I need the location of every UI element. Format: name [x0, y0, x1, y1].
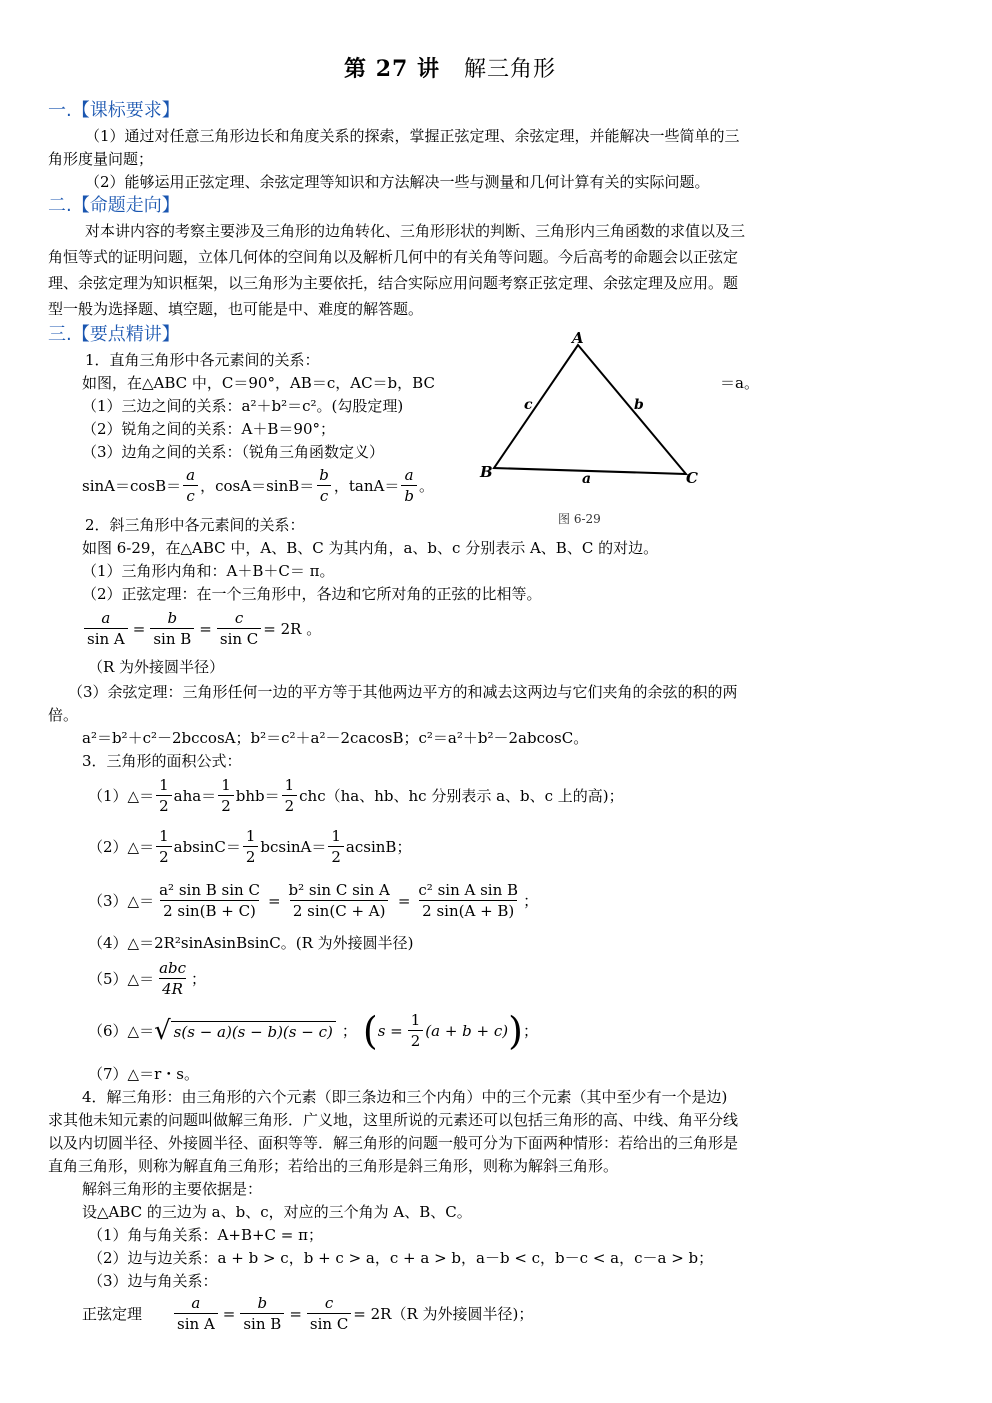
page-title [0, 58, 900, 81]
side-label-b: b [634, 397, 644, 413]
triangle-shape [494, 345, 686, 474]
sine-law-formula: $\frac{a}{\text{sin A}}$ = $\frac{b}{\text{sin B}}$ = $\frac{c}{\text{sin C}}$ = 2R 。 [82, 608, 321, 649]
trig-definitions [82, 465, 434, 506]
circumradius-note: （R 为外接圆半径） [88, 658, 225, 676]
side-angle-relation: （3）边与角关系： [88, 1272, 218, 1290]
sec1-line-3: （2）能够运用正弦定理、余弦定理等知识和方法解决一些与测量和几何计算有关的实际问题。 [85, 173, 710, 191]
point-2-heading: 2．斜三角形中各元素间的关系： [85, 516, 305, 534]
area-formula-7: （7）△＝r・s。 [88, 1065, 199, 1083]
area-formula-5: （5）△＝ $\frac{\text{abc}}{4R}$ ； [88, 959, 207, 998]
sec2-line-2: 角恒等式的证明问题，立体几何体的空间角以及解析几何中的有关角等问题。今后高考的命题会以正弦定 [48, 248, 739, 266]
sine-law-result: = 2R 。 [263, 620, 322, 638]
area-formula-4: （4）△＝2R²sinAsinBsinC。(R 为外接圆半径) [88, 934, 414, 952]
vertex-label-C: C [686, 469, 698, 487]
area-formula-1: （1）△＝ $\frac{1}{2}$ aha＝ $\frac{1}{2}$ bhb＝ $\frac{1}{2}$ chc（ha、hb、hc 分别表示 a、b、c 上的高)； [88, 776, 624, 815]
section-heading-1: 一.【课标要求】 [48, 100, 180, 121]
vertex-label-A: A [572, 329, 584, 347]
fraction-a-over-sinA: $\frac{a}{\text{sin A}}$ [174, 1293, 218, 1334]
fraction-half: $\frac{1}{2}$ [408, 1010, 424, 1051]
fraction-area-sin-3: $\frac{\text{c² sin A sin B}}{2 \sin(A + B)}$ [418, 881, 519, 920]
point-4-line-3: 以及内切圆半径、外接圆半径、面积等等．解三角形的问题一般可分为下面两种情形：若给出的三角形是 [48, 1134, 739, 1152]
vertex-label-B: B [480, 463, 493, 481]
area-formula-3: （3）△＝ $\frac{\text{a² sin B sin C}}{2 \sin(B + C)}$ = $\frac{\text{b² sin C sin A}}{2 \sin(C + A)}$ = $\frac{\text{c² sin A sin B}}{2 \sin(A + B)}$ ； [88, 881, 539, 920]
fraction-half: $\frac{1}{2}$ [243, 826, 259, 867]
fraction-b-over-sinB: $\frac{b}{\text{sin B}}$ [240, 1293, 284, 1334]
side-relation: （2）边与边关系：a + b > c，b + c > a，c + a > b，a－b < c，b－c < a，c－a > b； [88, 1249, 714, 1267]
cosine-law-line-1: （3）余弦定理：三角形任何一边的平方等于其他两边平方的和减去这两边与它们夹角的余弦的积的两 [68, 683, 738, 701]
point-2-item-2: （2）正弦定理：在一个三角形中，各边和它所对角的正弦的比相等。 [82, 585, 542, 603]
figure-caption: 图 6-29 [558, 512, 601, 526]
period: 。 [418, 477, 434, 495]
fraction-half: $\frac{1}{2}$ [328, 826, 344, 867]
section-heading-2: 二.【命题走向】 [48, 195, 180, 216]
cosine-law-formula: a²＝b²＋c²－2bccosA；b²＝c²＋a²－2cacosB；c²＝a²＋b²－2abcosC。 [82, 729, 589, 747]
fraction-c-over-sinC: $\frac{c}{\text{sin C}}$ [217, 608, 261, 649]
point-1-item-2: （2）锐角之间的关系：A＋B＝90°； [82, 420, 335, 438]
heron-radical: √ s(s − a)(s − b)(s − c) [154, 1016, 336, 1046]
sec2-line-1: 对本讲内容的考察主要涉及三角形的边角转化、三角形形状的判断、三角形内三角函数的求值以及三 [85, 222, 746, 240]
area-formula-6: （6）△＝ √ s(s − a)(s − b)(s − c) ； ( s = $\frac{1}{2}$ (a + b + c) ) ； [88, 1008, 538, 1053]
sec1-line-1: （1）通过对任意三角形边长和角度关系的探索，掌握正弦定理、余弦定理，并能解决一些简单的三 [85, 127, 740, 145]
point-1-intro: 如图，在△ABC 中，C＝90°，AB＝c，AC＝b，BC [82, 374, 435, 392]
title-topic: 解三角形 [463, 57, 556, 82]
cosine-law-line-2: 倍。 [48, 706, 79, 724]
fraction-area-sin-1: $\frac{\text{a² sin B sin C}}{2 \sin(B + C)}$ [159, 881, 260, 920]
fraction-a-over-sinA: $\frac{a}{\text{sin A}}$ [84, 608, 128, 649]
angle-relation: （1）角与角关系：A+B+C = π； [88, 1226, 323, 1244]
triangle-figure [470, 325, 710, 535]
tan-label: ，tanA＝ [333, 477, 400, 495]
oblique-basis-heading: 解斜三角形的主要依据是： [82, 1180, 263, 1198]
point-4-line-1: 4．解三角形：由三角形的六个元素（即三条边和三个内角）中的三个元素（其中至少有一个是边) [82, 1088, 728, 1106]
area-formula-2: （2）△＝ $\frac{1}{2}$ absinC＝ $\frac{1}{2}$ bcsinA＝ $\frac{1}{2}$ acsinB； [88, 827, 412, 866]
point-4-line-4: 直角三角形，则称为解直角三角形；若给出的三角形是斜三角形，则称为解斜三角形。 [48, 1157, 619, 1175]
fraction-b-over-c: $\frac{b}{c}$ [316, 465, 332, 506]
fraction-half: $\frac{1}{2}$ [156, 775, 172, 816]
fraction-b-over-sinB: $\frac{b}{\text{sin B}}$ [150, 608, 194, 649]
fraction-area-sin-2: $\frac{\text{b² sin C sin A}}{2 \sin(C + A)}$ [288, 881, 390, 920]
point-1-item-3: （3）边角之间的关系：（锐角三角函数定义） [82, 443, 385, 461]
point-3-heading: 3．三角形的面积公式： [82, 752, 242, 770]
point-2-item-1: （1）三角形内角和：A＋B＋C＝ π。 [82, 562, 335, 580]
fraction-half: $\frac{1}{2}$ [156, 826, 172, 867]
fraction-a-over-c: $\frac{a}{c}$ [183, 465, 198, 506]
point-4-line-2: 求其他未知元素的问题叫做解三角形．广义地，这里所说的元素还可以包括三角形的高、中线、角平分线 [48, 1111, 739, 1129]
point-1-item-1: （1）三边之间的关系：a²＋b²＝c²。(勾股定理) [82, 397, 404, 415]
fraction-c-over-sinC: $\frac{c}{\text{sin C}}$ [307, 1293, 351, 1334]
point-2-intro: 如图 6-29，在△ABC 中，A、B、C 为其内角，a、b、c 分别表示 A、B、C 的对边。 [82, 539, 659, 557]
sin-cos-label: sinA＝cosB＝ [82, 477, 182, 495]
section-heading-3: 三.【要点精讲】 [48, 324, 180, 345]
sec2-line-4: 型一般为选择题、填空题，也可能是中、难度的解答题。 [48, 300, 424, 318]
sine-law-restated: 正弦定理 $\frac{a}{\text{sin A}}$ = $\frac{b}{\text{sin B}}$ = $\frac{c}{\text{sin C}}$ = 2R（R 为外接圆半径)； [82, 1294, 534, 1333]
title-lecture-number: 第 27 讲 [344, 56, 440, 82]
oblique-basis-setup: 设△ABC 的三边为 a、b、c，对应的三个角为 A、B、C。 [82, 1203, 472, 1221]
fraction-half: $\frac{1}{2}$ [282, 775, 298, 816]
point-1-intro-end: ＝a。 [720, 374, 759, 392]
side-label-c: c [524, 397, 533, 413]
fraction-a-over-b: $\frac{a}{b}$ [401, 465, 417, 506]
fraction-half: $\frac{1}{2}$ [218, 775, 234, 816]
fraction-abc-over-4R: $\frac{\text{abc}}{4R}$ [159, 959, 187, 998]
side-label-a: a [582, 471, 592, 487]
sec2-line-3: 理、余弦定理为知识框架，以三角形为主要依托，结合实际应用问题考察正弦定理、余弦定理及应用。题 [48, 274, 739, 292]
point-1-heading: 1．直角三角形中各元素间的关系： [85, 351, 320, 369]
cos-sin-label: ，cosA＝sinB＝ [200, 477, 315, 495]
sec1-line-2: 角形度量问题； [48, 150, 154, 168]
